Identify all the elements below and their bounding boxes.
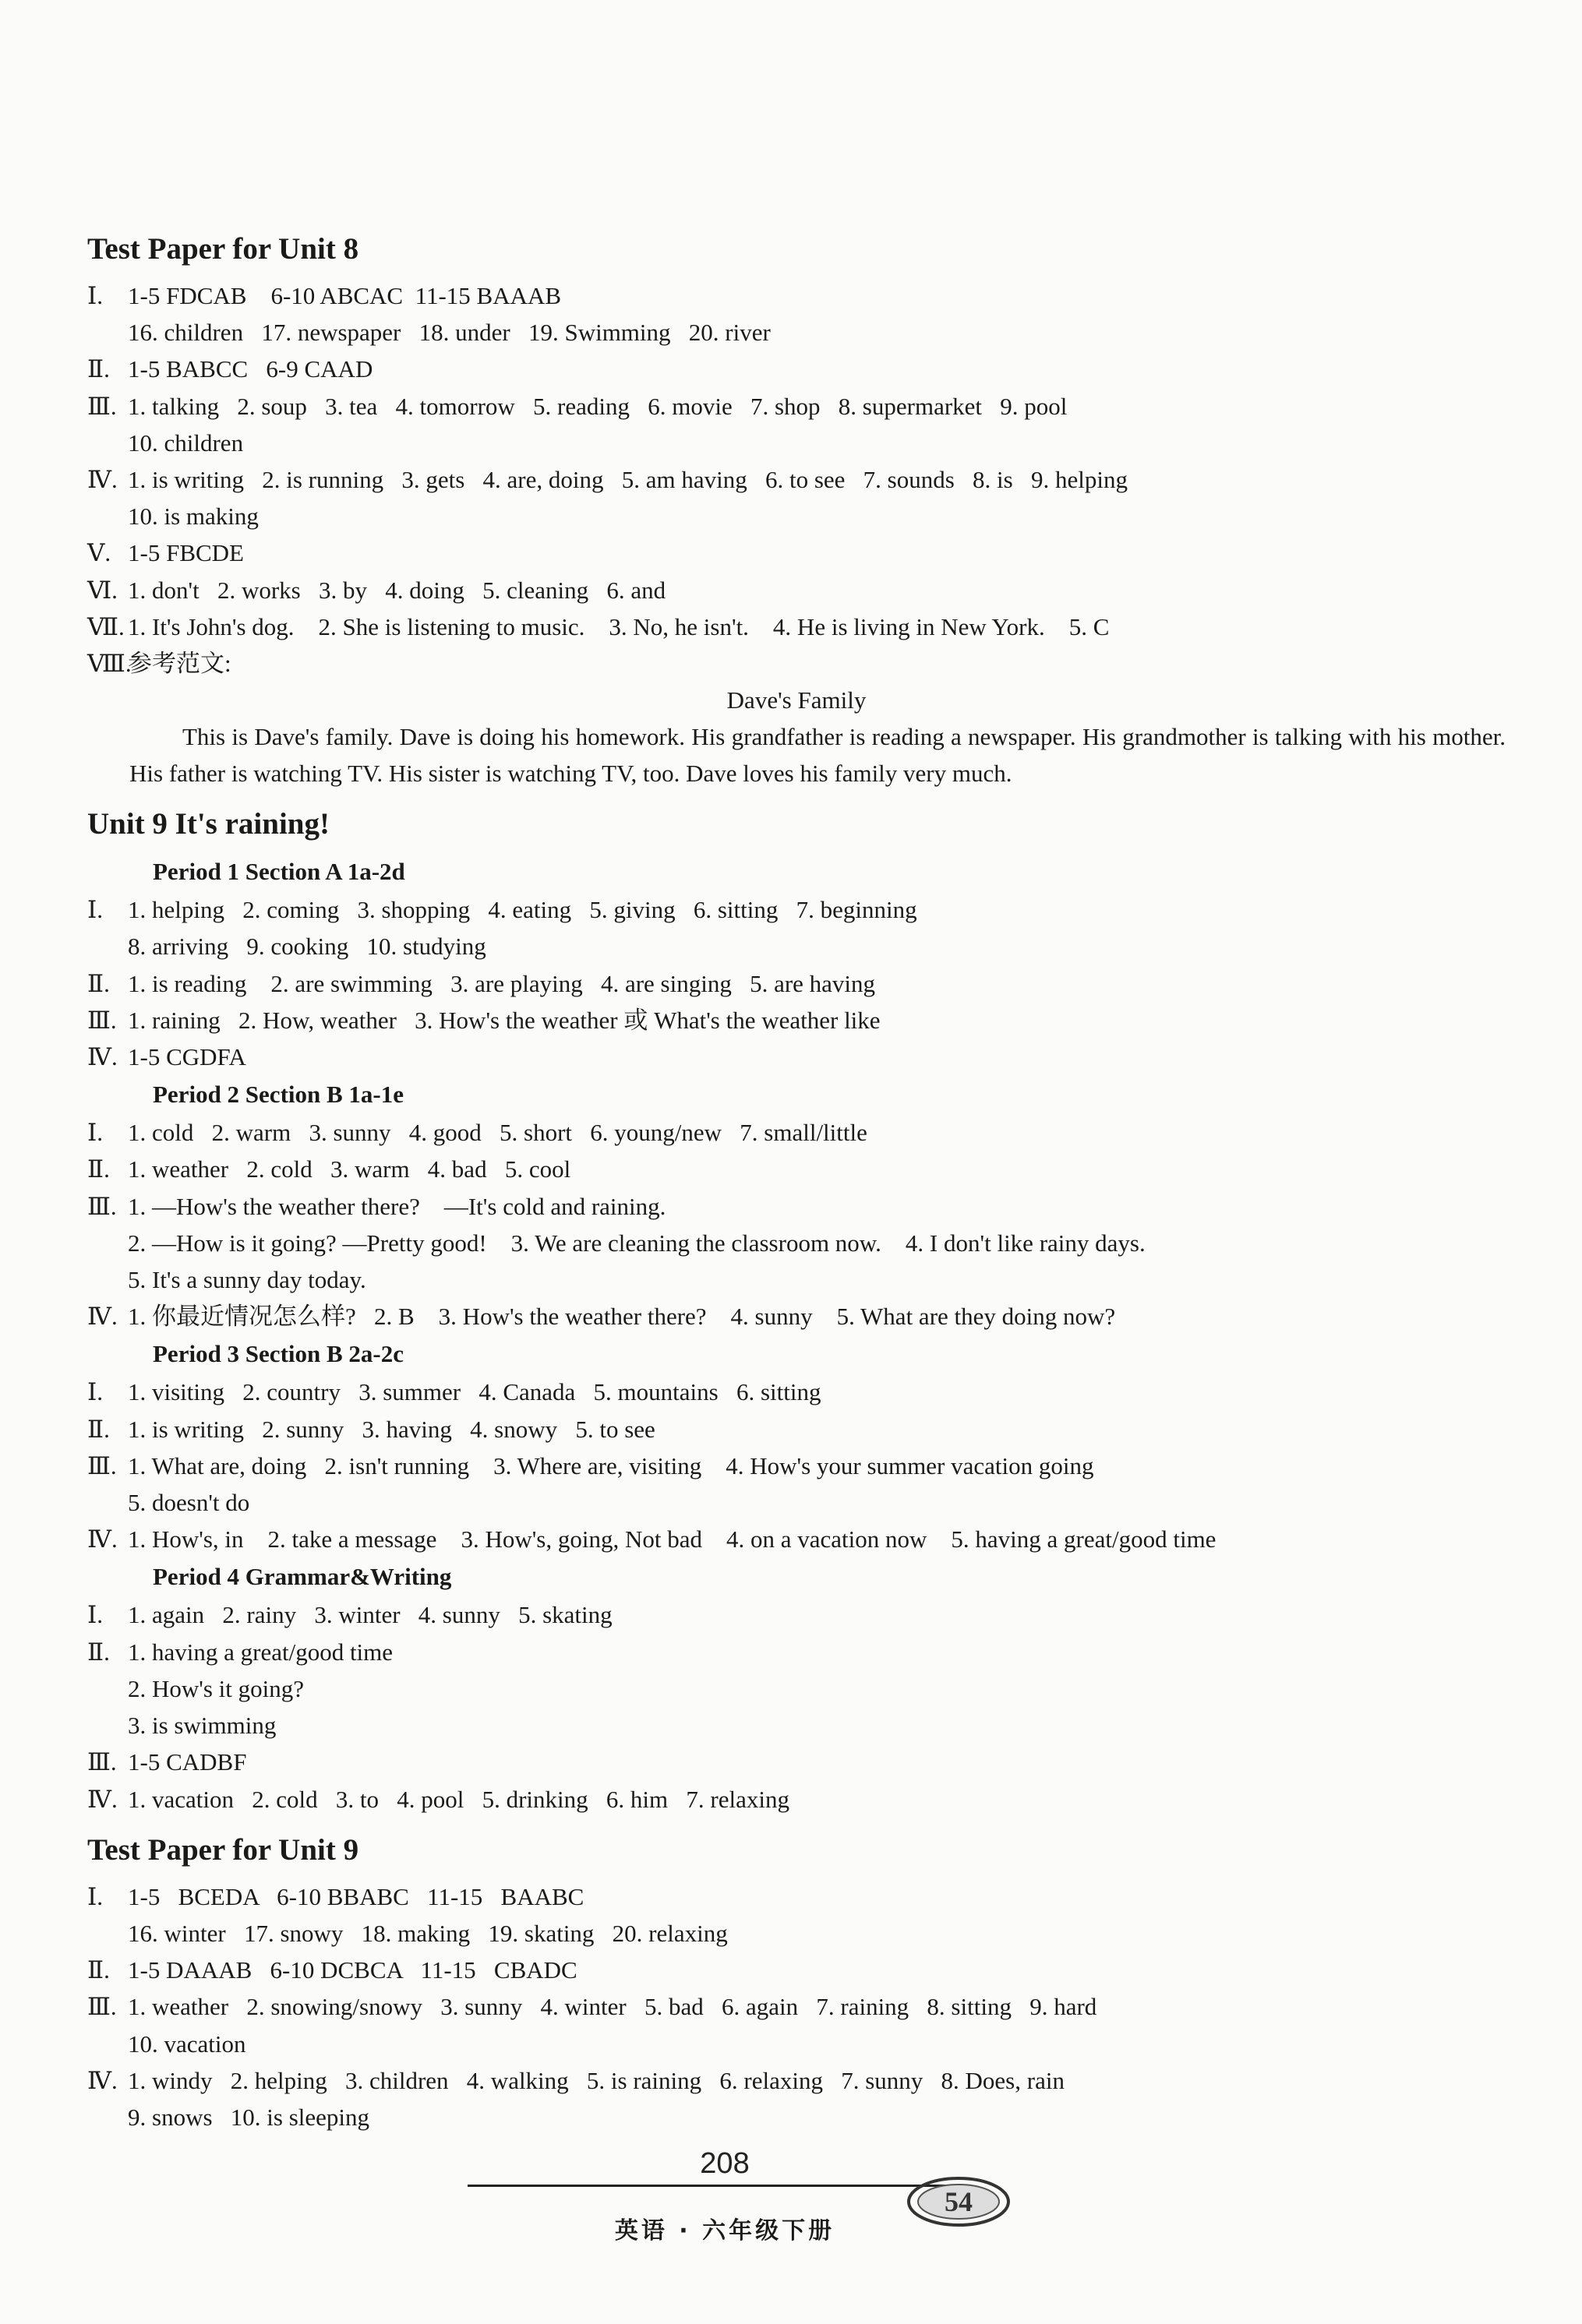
answer-line: 5. It's a sunny day today. — [128, 1266, 366, 1294]
answer-line — [87, 2062, 1506, 2099]
answer-text: 1. again 2. rainy 3. winter 4. sunny 5. skating — [128, 1601, 613, 1629]
answer-text: 1-5 BABCC 6-9 CAAD — [128, 355, 373, 383]
answer-text: 1. talking 2. soup 3. tea 4. tomorrow 5. reading 6. movie 7. shop 8. supermarket 9. pool — [128, 392, 1068, 420]
roman-numeral: Ⅳ. — [87, 1303, 118, 1331]
answer-content — [87, 217, 1506, 2135]
answer-text: 1. windy 2. helping 3. children 4. walking 5. is raining 6. relaxing 7. sunny 8. Does, rain — [128, 2066, 1065, 2094]
answer-text: 1. weather 2. cold 3. warm 4. bad 5. cool — [128, 1155, 571, 1183]
essay-body: This is Dave's family. Dave is doing his homework. His grandfather is reading a newspaper. His grandmother is talking with his mother. His father is watching TV. His sister is watching TV, too. Dave loves his family very much. — [129, 723, 1506, 788]
answer-line — [87, 1521, 1506, 1557]
answer-line: 10. vacation — [128, 2030, 246, 2058]
answer-text: 1. How's, in 2. take a message 3. How's, going, Not bad 4. on a vacation now 5. having a great/good time — [128, 1525, 1217, 1553]
roman-numeral: Ⅳ. — [87, 1785, 118, 1813]
answer-text: 1. raining 2. How, weather 3. How's the weather 或 What's the weather like — [128, 1006, 881, 1034]
section-heading: Test Paper for Unit 8 — [87, 232, 359, 266]
answer-line: 8. arriving 9. cooking 10. studying — [128, 933, 486, 961]
footer-rule — [468, 2185, 966, 2187]
roman-numeral: Ⅰ. — [87, 1601, 103, 1629]
section-heading: Test Paper for Unit 9 — [87, 1832, 359, 1867]
answer-line — [87, 572, 1506, 608]
roman-numeral: Ⅰ. — [87, 1882, 103, 1910]
roman-numeral: Ⅳ. — [87, 2066, 118, 2094]
answer-line — [87, 1448, 1506, 1484]
answer-line — [87, 277, 1506, 314]
answer-line: 2. How's it going? — [128, 1674, 305, 1702]
answer-text: 1. having a great/good time — [128, 1638, 394, 1666]
svg-text:54: 54 — [945, 2186, 973, 2217]
roman-numeral: Ⅰ. — [87, 1119, 103, 1147]
answer-text: 1. is writing 2. is running 3. gets 4. are, doing 5. am having 6. to see 7. sounds 8. is 9. helping — [128, 466, 1128, 494]
answer-line: 3. is swimming — [128, 1712, 277, 1740]
roman-numeral: Ⅳ. — [87, 1043, 118, 1071]
roman-numeral: Ⅰ. — [87, 896, 103, 924]
answer-line — [87, 388, 1506, 425]
roman-numeral: Ⅲ. — [87, 1451, 117, 1479]
answer-line: 16. winter 17. snowy 18. making 19. skating 20. relaxing — [128, 1919, 728, 1947]
period-heading: Period 1 Section A 1a-2d — [153, 858, 405, 886]
answer-line: 5. doesn't do — [128, 1489, 250, 1517]
roman-numeral: Ⅳ. — [87, 466, 118, 494]
answer-line — [87, 1634, 1506, 1670]
section-heading: Unit 9 It's raining! — [87, 807, 330, 841]
answer-line — [87, 1878, 1506, 1915]
answer-text: 1. It's John's dog. 2. She is listening to music. 3. No, he isn't. 4. He is living in New York. 5. C — [128, 612, 1110, 640]
answer-text: 1-5 FBCDE — [128, 539, 244, 567]
answer-line — [87, 608, 1506, 645]
roman-numeral: Ⅱ. — [87, 1956, 110, 1984]
answer-line — [87, 1596, 1506, 1633]
answer-text: 1. helping 2. coming 3. shopping 4. eating 5. giving 6. sitting 7. beginning — [128, 896, 917, 924]
roman-numeral: Ⅶ. — [87, 612, 125, 640]
answer-text: 1. weather 2. snowing/snowy 3. sunny 4. winter 5. bad 6. again 7. raining 8. sitting 9. hard — [128, 1993, 1097, 2021]
roman-numeral: Ⅱ. — [87, 355, 110, 383]
publisher-logo-icon — [904, 2174, 1013, 2230]
essay-title: Dave's Family — [726, 686, 867, 714]
answer-text: 1-5 CGDFA — [128, 1043, 246, 1071]
roman-numeral: Ⅵ. — [87, 576, 118, 604]
period-heading: Period 3 Section B 2a-2c — [153, 1340, 404, 1368]
period-heading: Period 4 Grammar&Writing — [153, 1563, 452, 1591]
answer-line — [87, 1039, 1506, 1075]
answer-line — [87, 645, 1506, 682]
roman-numeral: Ⅳ. — [87, 1525, 118, 1553]
answer-line — [87, 1002, 1506, 1039]
page-number: 208 — [700, 2147, 750, 2180]
roman-numeral: Ⅲ. — [87, 1006, 117, 1034]
answer-text: 1-5 CADBF — [128, 1748, 247, 1776]
answer-text: 1-5 FDCAB 6-10 ABCAC 11-15 BAAAB — [128, 282, 562, 309]
answer-text: 1. is writing 2. sunny 3. having 4. snowy 5. to see — [128, 1415, 655, 1443]
answer-text: 1. visiting 2. country 3. summer 4. Canada 5. mountains 6. sitting — [128, 1378, 821, 1406]
answer-line: 2. —How is it going? —Pretty good! 3. We are cleaning the classroom now. 4. I don't like rainy days. — [128, 1229, 1146, 1257]
period-heading: Period 2 Section B 1a-1e — [153, 1081, 404, 1109]
roman-numeral: Ⅰ. — [87, 282, 103, 309]
roman-numeral: Ⅲ. — [87, 392, 117, 420]
roman-numeral: Ⅲ. — [87, 1748, 117, 1776]
answer-line — [87, 1411, 1506, 1448]
roman-numeral: Ⅱ. — [87, 969, 110, 997]
answer-text: 1. 你最近情况怎么样? 2. B 3. How's the weather there? 4. sunny 5. What are they doing now? — [128, 1303, 1116, 1331]
answer-text: 1. What are, doing 2. isn't running 3. Where are, visiting 4. How's your summer vacation going — [128, 1451, 1094, 1479]
answer-text: 1. —How's the weather there? —It's cold and raining. — [128, 1192, 666, 1220]
answer-line: 16. children 17. newspaper 18. under 19. Swimming 20. river — [128, 319, 771, 347]
answer-line — [87, 534, 1506, 571]
answer-line: 9. snows 10. is sleeping — [128, 2103, 369, 2131]
roman-numeral: Ⅲ. — [87, 1192, 117, 1220]
answer-line — [87, 1151, 1506, 1187]
roman-numeral: Ⅴ. — [87, 539, 111, 567]
answer-text: 1. vacation 2. cold 3. to 4. pool 5. drinking 6. him 7. relaxing — [128, 1785, 789, 1813]
answer-line: 10. is making — [128, 503, 259, 531]
answer-line — [87, 891, 1506, 928]
answer-line — [87, 1781, 1506, 1818]
answer-text: 1. is reading 2. are swimming 3. are playing 4. are singing 5. are having — [128, 969, 876, 997]
answer-line — [87, 1952, 1506, 1988]
answer-text: 1-5 DAAAB 6-10 DCBCA 11-15 CBADC — [128, 1956, 577, 1984]
answer-line: 10. children — [128, 428, 244, 457]
roman-numeral: Ⅲ. — [87, 1993, 117, 2021]
answer-line — [87, 461, 1506, 498]
answer-line — [87, 351, 1506, 387]
answer-line — [87, 1744, 1506, 1780]
answer-text: 1-5 BCEDA 6-10 BBABC 11-15 BAABC — [128, 1882, 584, 1910]
answer-text: 参考范文: — [128, 650, 231, 678]
answer-text: 1. cold 2. warm 3. sunny 4. good 5. short 6. young/new 7. small/little — [128, 1119, 867, 1147]
answer-line — [87, 1988, 1506, 2025]
roman-numeral: Ⅱ. — [87, 1415, 110, 1443]
footer-subject: 英语 · 六年级下册 — [614, 2217, 835, 2245]
answer-text: 1. don't 2. works 3. by 4. doing 5. cleaning 6. and — [128, 576, 666, 604]
roman-numeral: Ⅰ. — [87, 1378, 103, 1406]
roman-numeral: Ⅷ. — [87, 650, 132, 678]
answer-line — [87, 1188, 1506, 1225]
answer-line — [87, 1374, 1506, 1410]
roman-numeral: Ⅱ. — [87, 1638, 110, 1666]
answer-line — [87, 965, 1506, 1002]
roman-numeral: Ⅱ. — [87, 1155, 110, 1183]
answer-line — [87, 1114, 1506, 1151]
answer-line — [87, 1298, 1506, 1335]
